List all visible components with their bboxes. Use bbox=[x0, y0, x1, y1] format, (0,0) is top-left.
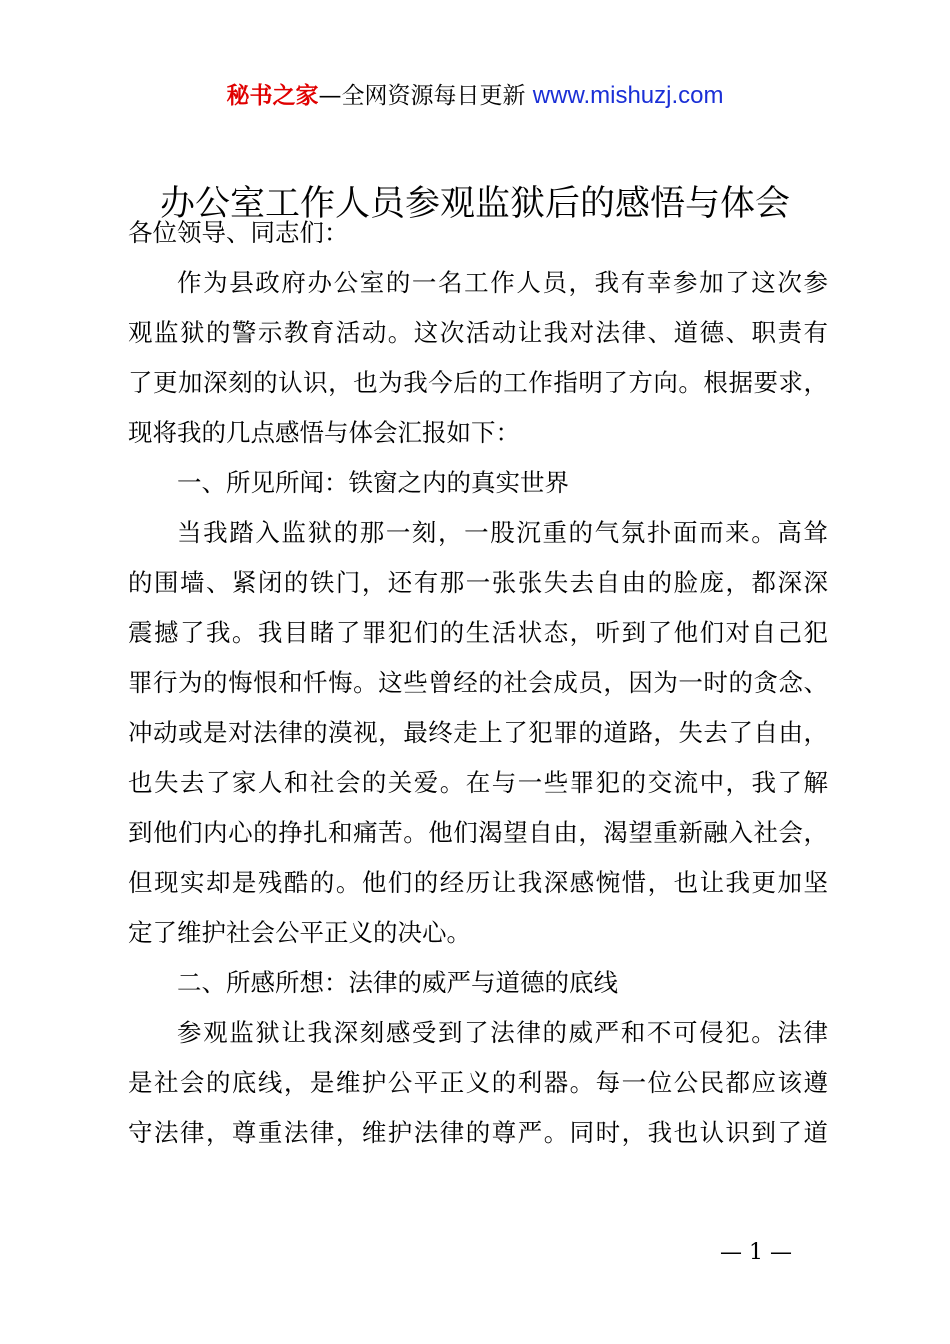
paragraph-2-line: 震撼了我。我目睹了罪犯们的生活状态，听到了他们对自己犯 bbox=[128, 618, 828, 647]
paragraph-2-line: 当我踏入监狱的那一刻，一股沉重的气氛扑面而来。高耸 bbox=[177, 518, 828, 547]
paragraph-1-line: 了更加深刻的认识，也为我今后的工作指明了方向。根据要求， bbox=[128, 368, 828, 397]
paragraph-3-line: 守法律，尊重法律，维护法律的尊严。同时，我也认识到了道 bbox=[128, 1118, 828, 1147]
paragraph-3-line: 参观监狱让我深刻感受到了法律的威严和不可侵犯。法律 bbox=[177, 1018, 828, 1047]
header-tagline: —全网资源每日更新 bbox=[318, 83, 533, 109]
paragraph-2-line: 也失去了家人和社会的关爱。在与一些罪犯的交流中，我了解 bbox=[128, 768, 828, 797]
site-header bbox=[0, 80, 950, 112]
paragraph-3-line: 是社会的底线，是维护公平正义的利器。每一位公民都应该遵 bbox=[128, 1068, 828, 1097]
brand-name: 秘书之家 bbox=[226, 83, 319, 109]
document-body bbox=[128, 206, 828, 1158]
salutation: 各位领导、同志们： bbox=[128, 218, 349, 247]
section-heading-2: 二、所感所想：法律的威严与道德的底线 bbox=[177, 968, 618, 997]
paragraph-2-line: 罪行为的悔恨和忏悔。这些曾经的社会成员，因为一时的贪念、 bbox=[128, 668, 828, 697]
paragraph-2-line: 定了维护社会公平正义的决心。 bbox=[128, 918, 471, 947]
document-title: 办公室工作人员参观监狱后的感悟与体会 bbox=[159, 184, 790, 224]
paragraph-2-line: 的围墙、紧闭的铁门，还有那一张张失去自由的脸庞，都深深 bbox=[128, 568, 828, 597]
site-url-link[interactable]: www.mishuzj.com bbox=[532, 82, 724, 109]
paragraph-2-line: 冲动或是对法律的漠视，最终走上了犯罪的道路，失去了自由， bbox=[128, 718, 828, 747]
paragraph-1-line: 观监狱的警示教育活动。这次活动让我对法律、道德、职责有 bbox=[128, 318, 828, 347]
section-heading-1: 一、所见所闻：铁窗之内的真实世界 bbox=[177, 468, 569, 497]
page-number: — 1 — bbox=[720, 1240, 792, 1265]
paragraph-1-line: 现将我的几点感悟与体会汇报如下： bbox=[128, 418, 520, 447]
paragraph-1-line: 作为县政府办公室的一名工作人员，我有幸参加了这次参 bbox=[177, 268, 828, 297]
paragraph-2-line: 到他们内心的挣扎和痛苦。他们渴望自由，渴望重新融入社会， bbox=[128, 818, 828, 847]
paragraph-2-line: 但现实却是残酷的。他们的经历让我深感惋惜，也让我更加坚 bbox=[128, 868, 828, 897]
